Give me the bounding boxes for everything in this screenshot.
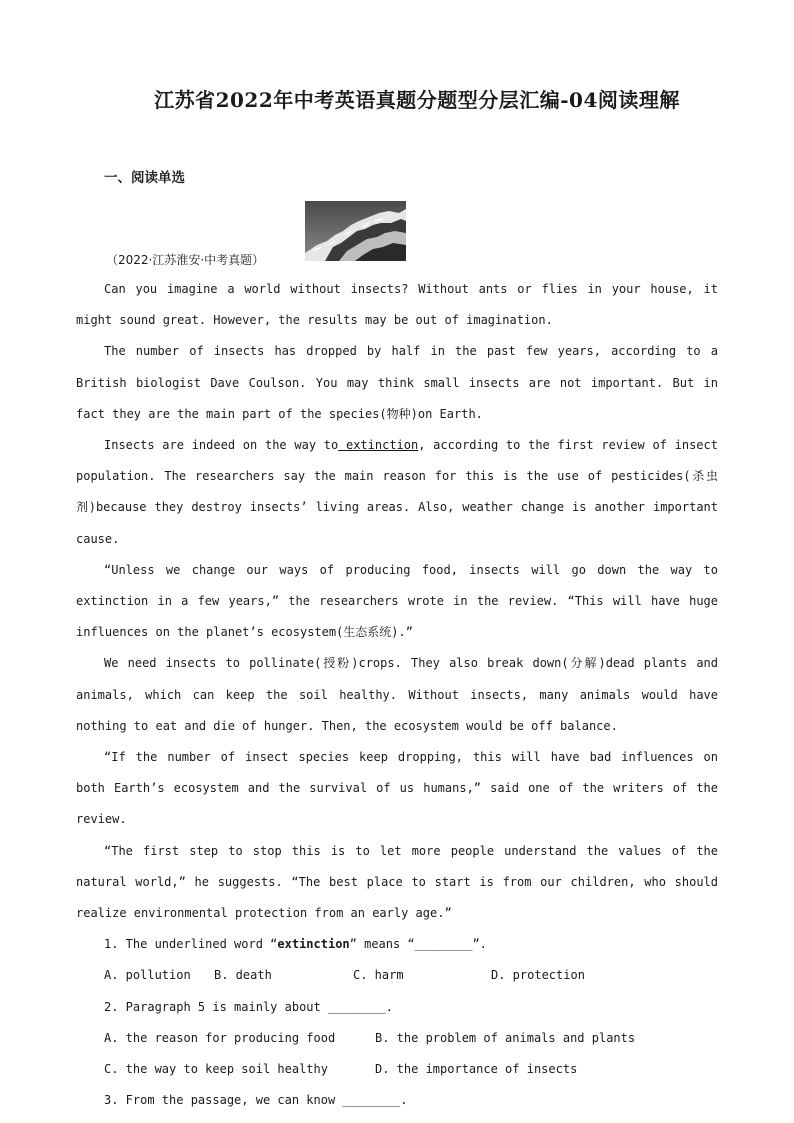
question-1-option-b[interactable]: B. death [214, 968, 272, 983]
question-2-stem: 2. Paragraph 5 is mainly about ________. [104, 999, 393, 1014]
question-2-options-row-2 [76, 1054, 718, 1085]
paragraph-3-start: Insects are indeed on the way to [104, 438, 339, 453]
question-2-options-row-1 [76, 1023, 718, 1054]
question-3-stem: 3. From the passage, we can know ________. [104, 1093, 408, 1108]
question-1-options [76, 960, 718, 991]
paragraph-3-rest: , according to the first review of insect population. The researchers say the main reason for this is the use of pesticides(杀虫剂)because they destroy insects’ living areas. Also, weather change is another important cause. [76, 438, 718, 546]
paragraph-1: Can you imagine a world without insects? Without ants or flies in your house, it might sound great. However, the results may be out of imagination. [76, 282, 718, 328]
question-2-option-a[interactable]: A. the reason for producing food [104, 1030, 336, 1045]
question-2-option-c[interactable]: C. the way to keep soil healthy [104, 1062, 328, 1077]
question-1-stem-start: 1. The underlined word “ [104, 937, 278, 952]
passage-photo [305, 201, 406, 261]
paragraph-5: We need insects to pollinate(授粉)crops. They also break down(分解)dead plants and animals, which can keep the soil healthy. Without insects, many animals would have nothing to eat and die of hunger. Then, the ecosystem would be off balance. [76, 656, 718, 733]
question-1-stem-end: ” means “________”. [349, 937, 487, 952]
passage-body [76, 274, 718, 1116]
question-1-option-d[interactable]: D. protection [491, 968, 585, 983]
paragraph-2: The number of insects has dropped by half in the past few years, according to a British biologist Dave Coulson. You may think small insects are not important. But in fact they are the main part of the species(物种)on Earth. [76, 344, 718, 421]
question-source: （2022·江苏淮安·中考真题） [106, 253, 265, 267]
paragraph-4: “Unless we change our ways of producing food, insects will go down the way to extinction in a few years,” the researchers wrote in the review. “This will have huge influences on the planet’s ecosystem(生态系统).” [76, 562, 718, 640]
document-title: 江苏省2022年中考英语真题分题型分层汇编-04阅读理解 [154, 88, 680, 112]
section-heading: 一、阅读单选 [104, 170, 185, 186]
question-1-stem [76, 929, 718, 960]
paragraph-7: “The first step to stop this is to let more people understand the values of the natural world,” he suggests. “The best place to start is from our children, who should realize environmental protection from an early age.” [76, 843, 718, 921]
question-1-option-c[interactable]: C. harm [353, 968, 404, 983]
paragraph-6: “If the number of insect species keep dropping, this will have bad influences on both Earth’s ecosystem and the survival of us humans,” said one of the writers of the review. [76, 750, 718, 827]
underlined-word: extinction [338, 438, 419, 453]
insect-photo-image [305, 201, 406, 261]
question-1-keyword: extinction [277, 937, 350, 952]
paragraph-3 [76, 430, 718, 555]
question-1-option-a[interactable]: A. pollution [104, 968, 191, 983]
question-2-option-b[interactable]: B. the problem of animals and plants [375, 1030, 636, 1045]
question-2-option-d[interactable]: D. the importance of insects [375, 1062, 578, 1077]
